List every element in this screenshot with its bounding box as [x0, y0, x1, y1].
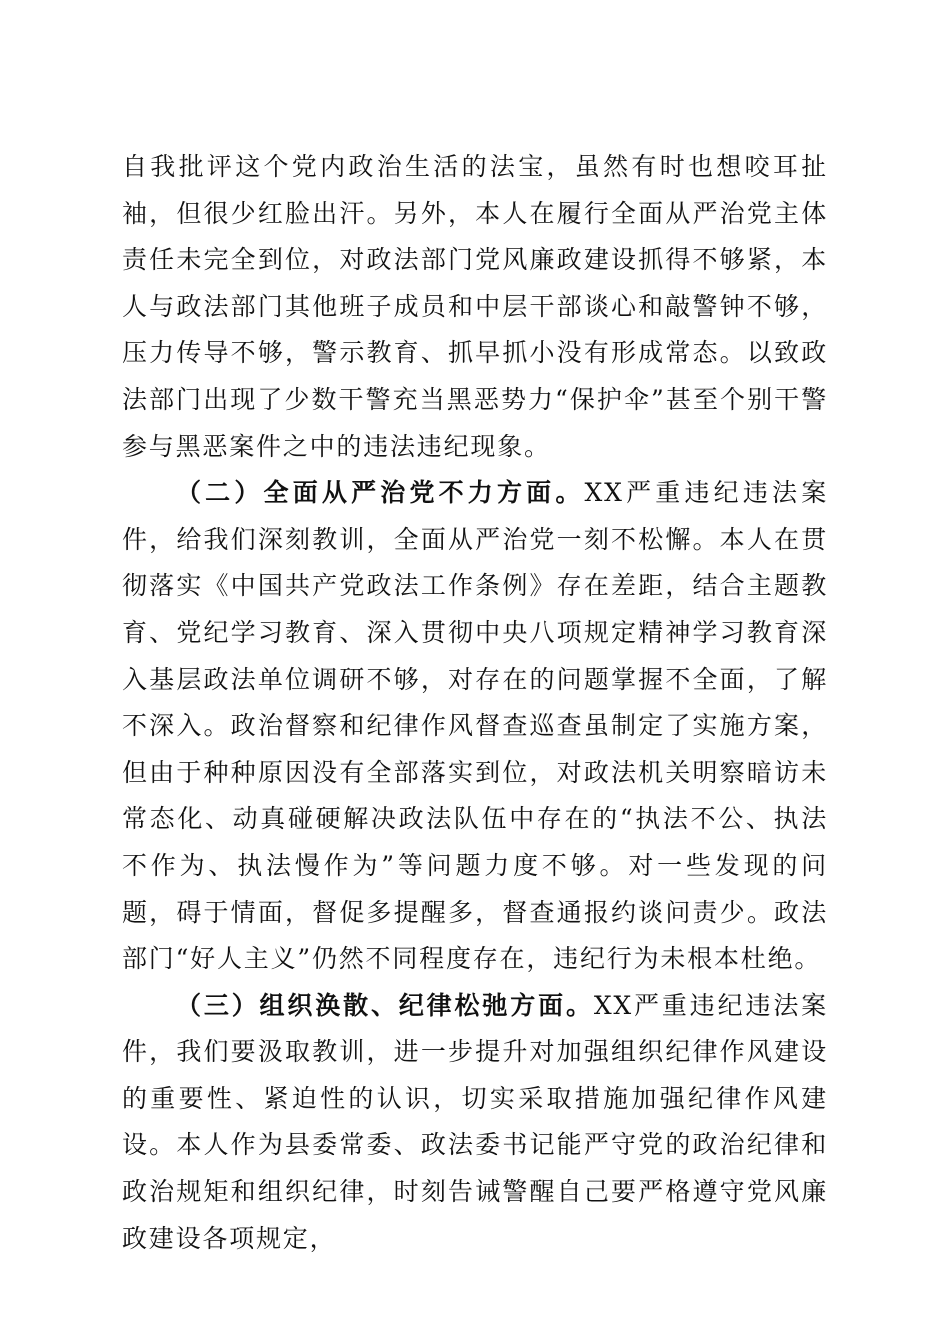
document-body	[122, 144, 828, 1262]
paragraph-section-three	[122, 983, 828, 1263]
section-two-heading: （二）全面从严治党不力方面。	[176, 478, 585, 508]
paragraph-body-text: XX严重违纪违法案件，给我们深刻教训，全面从严治党一刻不松懈。本人在贯彻落实《中国共产党政法工作条例》存在差距，结合主题教育、党纪学习教育、深入贯彻中央八项规定精神学习教育深入基层政法单位调研不够，对存在的问题掌握不全面，了解不深入。政治督察和纪律作风督查巡查虽制定了实施方案，但由于种种原因没有全部落实到位，对政法机关明察暗访未常态化、动真碰硬解决政法队伍中存在的“执法不公、执法不作为、执法慢作为”等问题力度不够。对一些发现的问题，碍于情面，督促多提醒多，督查通报约谈问责少。政法部门“好人主义”仍然不同程度存在，违纪行为未根本杜绝。	[122, 478, 829, 974]
section-three-heading: （三）组织涣散、纪律松弛方面。	[176, 990, 594, 1020]
paragraph-body-text: 自我批评这个党内政治生活的法宝，虽然有时也想咬耳扯袖，但很少红脸出汗。另外，本人在履行全面从严治党主体责任未完全到位，对政法部门党风廉政建设抓得不够紧，本人与政法部门其他班子成员和中层干部谈心和敲警钟不够，压力传导不够，警示教育、抓早抓小没有形成常态。以致政法部门出现了少数干警充当黑恶势力“保护伞”甚至个别干警参与黑恶案件之中的违法违纪现象。	[122, 152, 828, 461]
paragraph-section-two	[122, 470, 828, 983]
paragraph-continuation	[122, 144, 828, 470]
paragraph-body-text: XX严重违纪违法案件，我们要汲取教训，进一步提升对加强组织纪律作风建设的重要性、紧迫性的认识，切实采取措施加强纪律作风建设。本人作为县委常委、政法委书记能严守党的政治纪律和政治规矩和组织纪律，时刻告诫警醒自己要严格遵守党风廉政建设各项规定，	[122, 990, 828, 1253]
